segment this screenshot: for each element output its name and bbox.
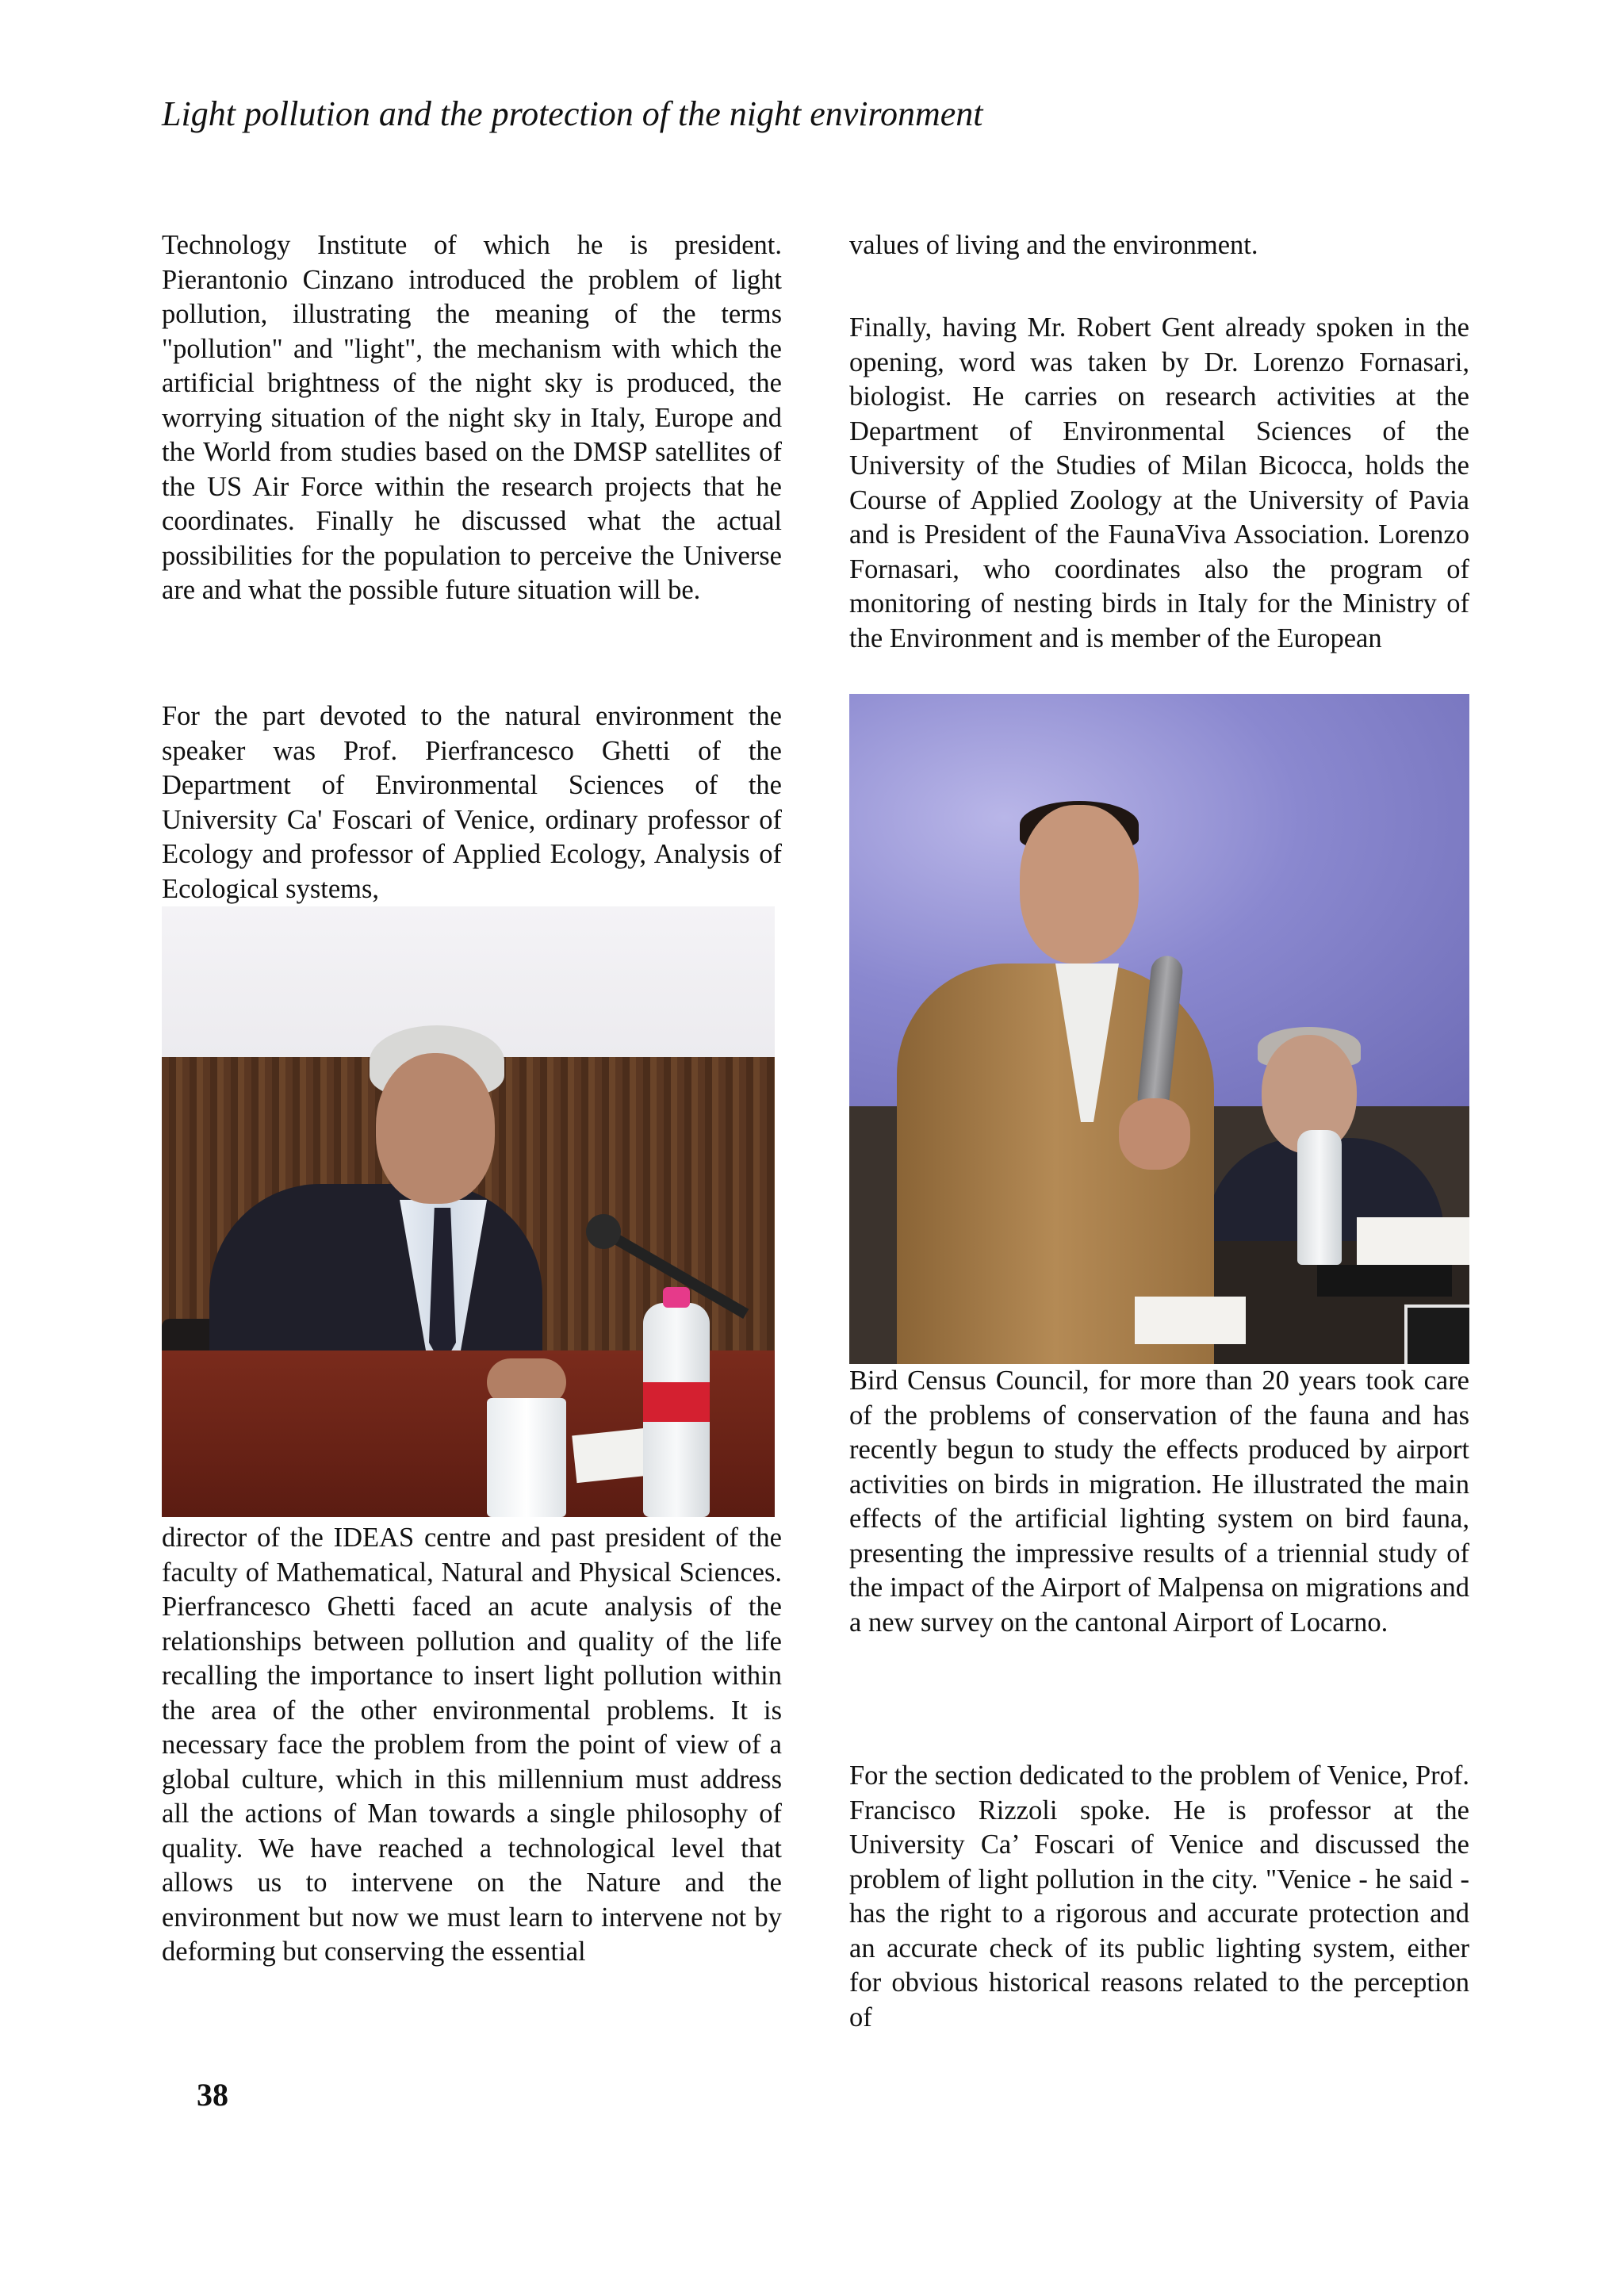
right-paragraph-3: For the section dedicated to the problem of Venice, Prof. Francisco Rizzoli spoke. He is professor at the University Ca’ Foscari of Venice and discussed the problem of light pollution in the city. "Venice - he said - has the right to a rigorous and accurate protection and an accurate check of its public lighting system, either for obvious historical reasons related to the perception of	[849, 1760, 1469, 2032]
left-paragraph-2-start: For the part devoted to the natural environment the speaker was Prof. Pierfrancesco Ghetti of the Department of Environmental Sciences of the University Ca' Foscari of Venice, ordinary professor of Ecology and professor of Applied Ecology, Analysis of Ecological systems,	[162, 701, 782, 904]
photo-speaker-at-table	[162, 906, 775, 1517]
right-paragraph-2-continued: Bird Census Council, for more than 20 years took care of the problems of conservation of the fauna and has recently begun to study the effects produced by airport activities on birds in migration. He illustrated the main effects of the artificial lighting system on bird fauna, presenting the impressive results of a triennial study of the impact of the Airport of Malpensa on migrations and a new survey on the cantonal Airport of Locarno.	[849, 1366, 1469, 1638]
right-paragraph-2-start: Finally, having Mr. Robert Gent already spoken in the opening, word was taken by Dr. Lorenzo Fornasari, biologist. He carries on research activities at the Department of Environmental Sciences of the University of the Studies of Milan Bicocca, holds the Course of Applied Zoology at the University of Pavia and is President of the FaunaViva Association. Lorenzo Fornasari, who coordinates also the program of monitoring of nesting birds in Italy for the Ministry of the Environment and is member of the European	[849, 312, 1469, 653]
right-paragraph-1-end: values of living and the environment.	[849, 230, 1258, 260]
photo-speaker-with-microphone	[849, 694, 1469, 1364]
page-number: 38	[197, 2077, 228, 2113]
running-header: Light pollution and the protection of the night environment	[162, 94, 983, 133]
left-paragraph-1: Technology Institute of which he is president. Pierantonio Cinzano introduced the problem of light pollution, illustrating the meaning of the terms "pollution" and "light", the mechanism with which the artificial brightness of the night sky is produced, the worrying situation of the night sky in Italy, Europe and the World from studies based on the DMSP satellites of the US Air Force within the research projects that he coordinates. Finally he discussed what the actual possibilities for the population to perceive the Universe are and what the possible future situation will be.	[162, 230, 782, 605]
left-paragraph-2-continued: director of the IDEAS centre and past president of the faculty of Mathematical, Natural and Physical Sciences. Pierfrancesco Ghetti faced an acute analysis of the relationships between pollution and quality of the life recalling the importance to insert light pollution within the area of the other environmental problems. It is necessary face the problem from the point of view of a global culture, which in this millennium must address all the actions of Man towards a single philosophy of quality. We have reached a technological level that allows us to intervene on the Nature and the environment but now we must learn to intervene not by deforming but conserving the essential	[162, 1523, 782, 1967]
